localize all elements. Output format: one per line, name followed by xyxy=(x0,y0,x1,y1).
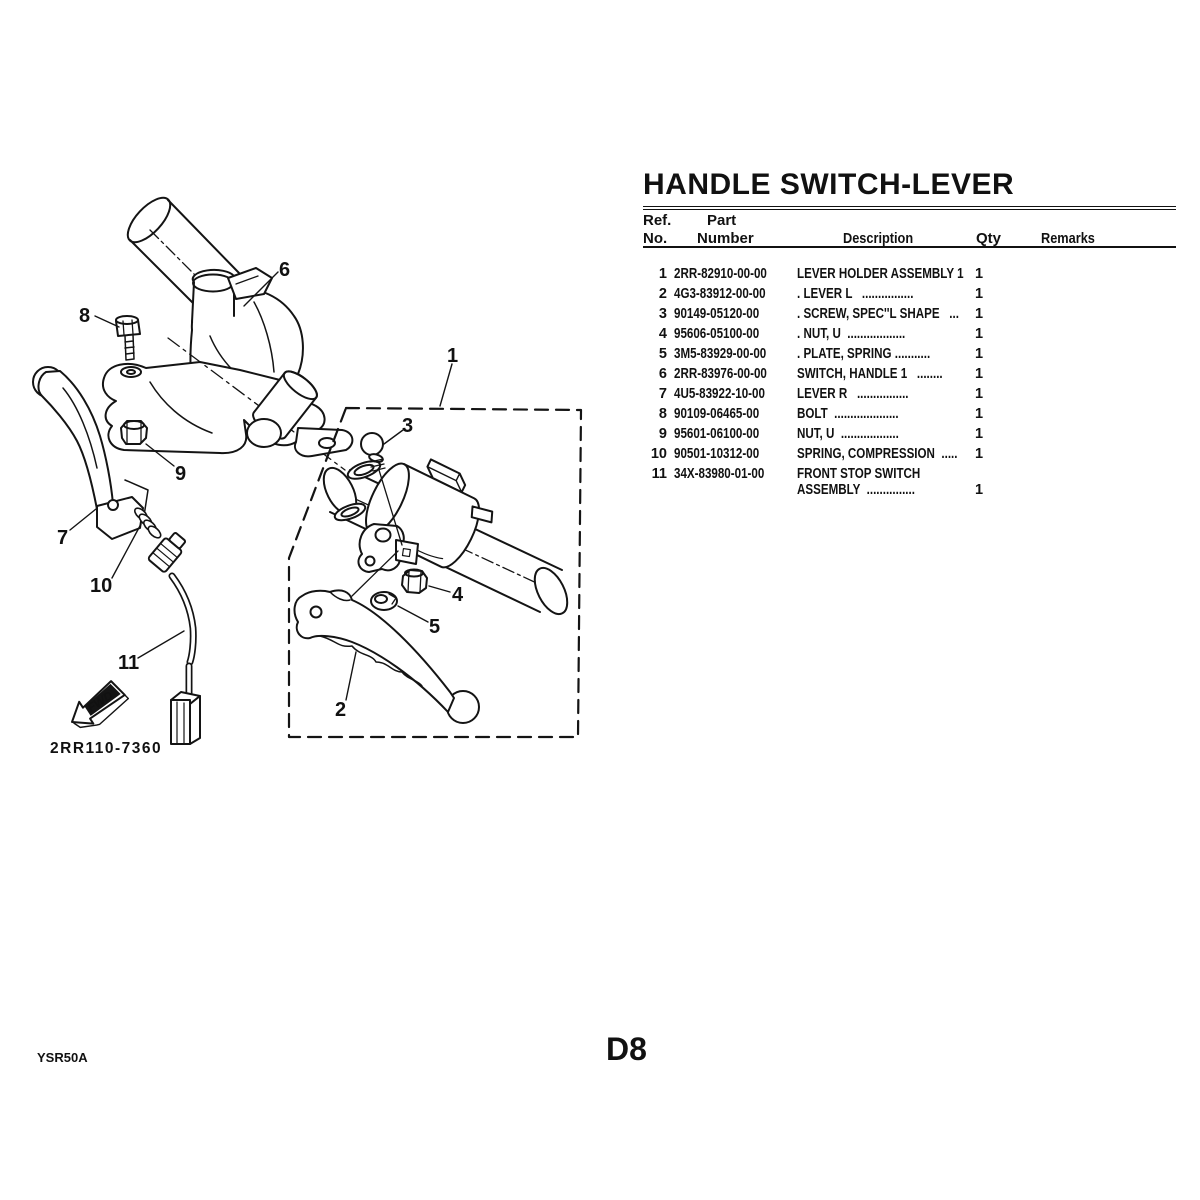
description-line2: ASSEMBLY ............... xyxy=(797,482,915,498)
part-number: 90501-10312-00 xyxy=(674,446,760,462)
table-row xyxy=(643,446,1176,466)
table-row xyxy=(643,406,1176,426)
page-number: D8 xyxy=(606,1031,647,1067)
description: BOLT .................... xyxy=(797,406,899,422)
qty: 1 xyxy=(975,306,984,322)
callout-8: 8 xyxy=(79,305,91,327)
table-row xyxy=(643,386,1176,406)
ref-no: 3 xyxy=(658,306,667,322)
description: . SCREW, SPEC''L SHAPE ... xyxy=(797,306,959,322)
table-row xyxy=(643,286,1176,306)
ref-no: 9 xyxy=(658,426,667,442)
part-number: 90149-05120-00 xyxy=(674,306,760,322)
callout-7: 7 xyxy=(57,527,69,549)
description: NUT, U .................. xyxy=(797,426,899,442)
ref-no: 10 xyxy=(650,446,667,462)
description: . LEVER L ................ xyxy=(797,286,914,302)
col-header-description: Description xyxy=(843,230,914,247)
table-row xyxy=(643,306,1176,326)
col-header-part-line1: Part xyxy=(707,212,737,229)
part-4-nut-drawing xyxy=(402,570,427,594)
table-row xyxy=(643,346,1176,366)
part-number: 2RR-82910-00-00 xyxy=(674,266,767,282)
header-rule xyxy=(643,246,1176,248)
callout-11: 11 xyxy=(118,652,140,674)
callout-9: 9 xyxy=(175,463,187,485)
col-header-ref-line2: No. xyxy=(643,230,668,247)
table-row xyxy=(643,326,1176,346)
qty: 1 xyxy=(975,346,984,362)
description: SWITCH, HANDLE 1 ........ xyxy=(797,366,943,382)
part-number: 90109-06465-00 xyxy=(674,406,760,422)
ref-no: 7 xyxy=(658,386,667,402)
table-row xyxy=(643,426,1176,446)
parts-table xyxy=(643,0,1176,520)
ref-no: 6 xyxy=(658,366,667,382)
title-rule xyxy=(643,206,1176,210)
qty: 1 xyxy=(975,286,984,302)
drawing-number: 2RR110-7360 xyxy=(50,740,163,757)
qty: 1 xyxy=(975,326,984,342)
callout-6: 6 xyxy=(279,259,291,281)
callout-4: 4 xyxy=(452,584,464,606)
part-number: 4G3-83912-00-00 xyxy=(674,286,766,302)
table-row xyxy=(643,266,1176,286)
part-9-nut-drawing xyxy=(121,421,147,444)
part-number: 4U5-83922-10-00 xyxy=(674,386,765,402)
description: LEVER R ................ xyxy=(797,386,909,402)
callout-2: 2 xyxy=(335,699,347,721)
part-number: 95601-06100-00 xyxy=(674,426,760,442)
callout-10: 10 xyxy=(90,575,113,597)
col-header-qty: Qty xyxy=(976,230,1002,247)
qty: 1 xyxy=(975,426,984,442)
qty: 1 xyxy=(975,406,984,422)
part-number: 34X-83980-01-00 xyxy=(674,466,765,482)
description: LEVER HOLDER ASSEMBLY 1 xyxy=(797,266,964,282)
col-header-ref-line1: Ref. xyxy=(643,212,672,229)
qty: 1 xyxy=(975,266,984,282)
parts-diagram xyxy=(0,0,620,790)
part-number: 2RR-83976-00-00 xyxy=(674,366,767,382)
qty: 1 xyxy=(975,482,984,498)
table-row xyxy=(643,366,1176,386)
description: SPRING, COMPRESSION ..... xyxy=(797,446,958,462)
ref-no: 4 xyxy=(658,326,667,342)
qty: 1 xyxy=(975,386,984,402)
ref-no: 8 xyxy=(658,406,667,422)
callout-5: 5 xyxy=(429,616,441,638)
callout-1: 1 xyxy=(447,345,459,367)
part-5-spring-plate-drawing xyxy=(371,592,397,610)
part-8-bolt-drawing xyxy=(116,316,140,360)
qty: 1 xyxy=(975,446,984,462)
description: . PLATE, SPRING ........... xyxy=(797,346,931,362)
table-row xyxy=(643,466,1176,502)
ref-no: 5 xyxy=(658,346,667,362)
col-header-part-line2: Number xyxy=(697,230,754,247)
qty: 1 xyxy=(975,366,984,382)
page-title: HANDLE SWITCH-LEVER xyxy=(643,168,1015,201)
part-number: 95606-05100-00 xyxy=(674,326,760,342)
description: . NUT, U .................. xyxy=(797,326,906,342)
ref-no: 1 xyxy=(658,266,667,282)
callout-3: 3 xyxy=(402,415,414,437)
col-header-remarks: Remarks xyxy=(1041,230,1095,247)
part-number: 3M5-83929-00-00 xyxy=(674,346,767,362)
fwd-arrow xyxy=(65,678,132,736)
description: FRONT STOP SWITCH xyxy=(797,466,921,482)
ref-no: 11 xyxy=(651,466,667,482)
fwd-label: FWD xyxy=(84,688,116,715)
ref-no: 2 xyxy=(658,286,667,302)
model-code: YSR50A xyxy=(37,1050,88,1065)
